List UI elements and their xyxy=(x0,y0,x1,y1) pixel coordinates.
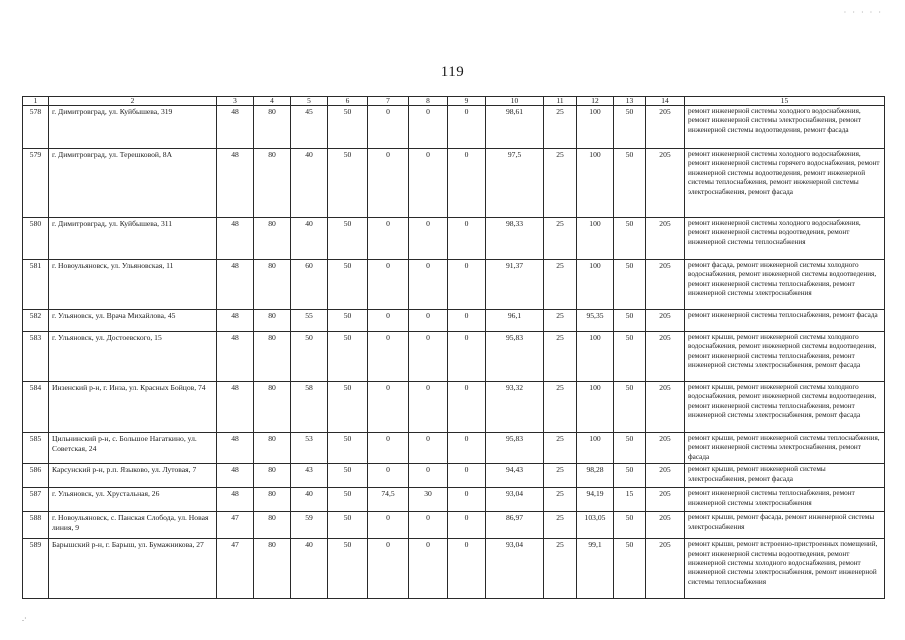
column-number-row xyxy=(23,97,885,106)
col-11: 25 xyxy=(544,106,577,149)
col-5: 40 xyxy=(291,149,328,218)
row-number: 587 xyxy=(23,488,49,512)
col-12: 98,28 xyxy=(577,464,614,488)
col-4: 80 xyxy=(254,464,291,488)
col-11: 25 xyxy=(544,149,577,218)
col-7: 0 xyxy=(368,464,409,488)
col-9: 0 xyxy=(448,218,486,260)
col-7: 0 xyxy=(368,332,409,382)
col-14: 205 xyxy=(646,149,685,218)
col-3: 47 xyxy=(217,512,254,539)
table-body xyxy=(23,106,885,599)
col-12: 100 xyxy=(577,218,614,260)
address: г. Димитровград, ул. Терешковой, 8А xyxy=(49,149,217,218)
col-8: 0 xyxy=(409,539,448,599)
row-number: 582 xyxy=(23,310,49,332)
table-row xyxy=(23,149,885,218)
table-row xyxy=(23,382,885,433)
col-6: 50 xyxy=(328,332,368,382)
col-14: 205 xyxy=(646,488,685,512)
work-list: ремонт инженерной системы холодного водоснабжения, ремонт инженерной системы водоотведения, ремонт инженерной системы теплоснабжения xyxy=(685,218,885,260)
table-row xyxy=(23,106,885,149)
column-number-11: 11 xyxy=(544,97,577,106)
col-12: 100 xyxy=(577,149,614,218)
col-6: 50 xyxy=(328,310,368,332)
address: Инзенский р-н, г. Инза, ул. Красных Бойцов, 74 xyxy=(49,382,217,433)
row-number: 578 xyxy=(23,106,49,149)
row-number: 580 xyxy=(23,218,49,260)
col-14: 205 xyxy=(646,539,685,599)
col-4: 80 xyxy=(254,149,291,218)
col-4: 80 xyxy=(254,310,291,332)
col-7: 0 xyxy=(368,149,409,218)
col-14: 205 xyxy=(646,332,685,382)
column-number-3: 3 xyxy=(217,97,254,106)
scan-dots: · · · · · xyxy=(843,8,883,17)
col-7: 0 xyxy=(368,539,409,599)
col-4: 80 xyxy=(254,433,291,464)
col-5: 40 xyxy=(291,539,328,599)
col-9: 0 xyxy=(448,310,486,332)
register-table xyxy=(22,96,885,599)
column-number-5: 5 xyxy=(291,97,328,106)
col-8: 0 xyxy=(409,512,448,539)
row-number: 586 xyxy=(23,464,49,488)
work-list: ремонт крыши, ремонт инженерной системы холодного водоснабжения, ремонт инженерной системы водоотведения, ремонт инженерной системы теплоснабжения, ремонт инженерной системы электроснабжения, ремонт фасада xyxy=(685,382,885,433)
col-7: 0 xyxy=(368,433,409,464)
table-row xyxy=(23,464,885,488)
address: г. Новоульяновск, ул. Ульяновская, 11 xyxy=(49,260,217,310)
col-4: 80 xyxy=(254,512,291,539)
col-8: 0 xyxy=(409,464,448,488)
col-12: 100 xyxy=(577,332,614,382)
col-7: 0 xyxy=(368,218,409,260)
work-list: ремонт инженерной системы теплоснабжения, ремонт фасада xyxy=(685,310,885,332)
col-12: 100 xyxy=(577,433,614,464)
col-10: 95,83 xyxy=(486,332,544,382)
col-3: 48 xyxy=(217,310,254,332)
row-number: 585 xyxy=(23,433,49,464)
col-9: 0 xyxy=(448,382,486,433)
col-10: 97,5 xyxy=(486,149,544,218)
col-12: 100 xyxy=(577,260,614,310)
col-7: 0 xyxy=(368,106,409,149)
row-number: 581 xyxy=(23,260,49,310)
table-row xyxy=(23,218,885,260)
col-14: 205 xyxy=(646,260,685,310)
work-list: ремонт фасада, ремонт инженерной системы холодного водоснабжения, ремонт инженерной системы водоотведения, ремонт инженерной системы теплоснабжения, ремонт инженерной системы электроснабжения xyxy=(685,260,885,310)
col-13: 50 xyxy=(614,310,646,332)
address: г. Ульяновск, ул. Хрустальная, 26 xyxy=(49,488,217,512)
col-10: 94,43 xyxy=(486,464,544,488)
col-5: 55 xyxy=(291,310,328,332)
table-row xyxy=(23,332,885,382)
col-4: 80 xyxy=(254,260,291,310)
col-13: 50 xyxy=(614,382,646,433)
work-list: ремонт крыши, ремонт инженерной системы электроснабжения, ремонт фасада xyxy=(685,464,885,488)
work-list: ремонт крыши, ремонт фасада, ремонт инженерной системы электроснабжения xyxy=(685,512,885,539)
row-number: 584 xyxy=(23,382,49,433)
col-9: 0 xyxy=(448,464,486,488)
row-number: 588 xyxy=(23,512,49,539)
address: г. Димитровград, ул. Куйбышева, 311 xyxy=(49,218,217,260)
col-13: 15 xyxy=(614,488,646,512)
col-10: 95,83 xyxy=(486,433,544,464)
col-7: 0 xyxy=(368,310,409,332)
col-13: 50 xyxy=(614,260,646,310)
col-11: 25 xyxy=(544,488,577,512)
col-8: 0 xyxy=(409,310,448,332)
col-11: 25 xyxy=(544,260,577,310)
address: г. Новоульяновск, с. Панская Слобода, ул. Новая линия, 9 xyxy=(49,512,217,539)
col-7: 74,5 xyxy=(368,488,409,512)
col-14: 205 xyxy=(646,382,685,433)
col-14: 205 xyxy=(646,464,685,488)
col-3: 48 xyxy=(217,218,254,260)
row-number: 583 xyxy=(23,332,49,382)
col-4: 80 xyxy=(254,332,291,382)
col-8: 0 xyxy=(409,260,448,310)
column-number-10: 10 xyxy=(486,97,544,106)
col-12: 95,35 xyxy=(577,310,614,332)
work-list: ремонт крыши, ремонт встроенно-пристроенных помещений, ремонт инженерной системы водоотведения, ремонт инженерной системы холодного водоснабжения, ремонт инженерной системы электроснабжения, ремонт инженерной системы теплоснабжения xyxy=(685,539,885,599)
col-9: 0 xyxy=(448,106,486,149)
col-9: 0 xyxy=(448,539,486,599)
col-4: 80 xyxy=(254,106,291,149)
col-8: 30 xyxy=(409,488,448,512)
col-6: 50 xyxy=(328,512,368,539)
col-13: 50 xyxy=(614,149,646,218)
column-number-13: 13 xyxy=(614,97,646,106)
col-3: 48 xyxy=(217,106,254,149)
address: г. Ульяновск, ул. Достоевского, 15 xyxy=(49,332,217,382)
column-number-7: 7 xyxy=(368,97,409,106)
col-10: 98,33 xyxy=(486,218,544,260)
address: г. Ульяновск, ул. Врача Михайлова, 45 xyxy=(49,310,217,332)
col-3: 48 xyxy=(217,382,254,433)
col-12: 100 xyxy=(577,382,614,433)
col-10: 91,37 xyxy=(486,260,544,310)
address: Барышский р-н, г. Барыш, ул. Бумажникова, 27 xyxy=(49,539,217,599)
col-13: 50 xyxy=(614,332,646,382)
col-11: 25 xyxy=(544,382,577,433)
col-6: 50 xyxy=(328,539,368,599)
col-4: 80 xyxy=(254,218,291,260)
col-5: 58 xyxy=(291,382,328,433)
col-5: 43 xyxy=(291,464,328,488)
col-12: 94,19 xyxy=(577,488,614,512)
col-11: 25 xyxy=(544,218,577,260)
col-10: 98,61 xyxy=(486,106,544,149)
col-10: 96,1 xyxy=(486,310,544,332)
col-11: 25 xyxy=(544,310,577,332)
column-number-6: 6 xyxy=(328,97,368,106)
col-13: 50 xyxy=(614,433,646,464)
col-12: 103,05 xyxy=(577,512,614,539)
col-14: 205 xyxy=(646,218,685,260)
column-number-4: 4 xyxy=(254,97,291,106)
col-5: 40 xyxy=(291,488,328,512)
col-5: 50 xyxy=(291,332,328,382)
col-13: 50 xyxy=(614,539,646,599)
col-4: 80 xyxy=(254,539,291,599)
col-9: 0 xyxy=(448,149,486,218)
col-6: 50 xyxy=(328,433,368,464)
col-14: 205 xyxy=(646,512,685,539)
col-8: 0 xyxy=(409,106,448,149)
table-row xyxy=(23,260,885,310)
col-9: 0 xyxy=(448,488,486,512)
col-10: 93,04 xyxy=(486,488,544,512)
col-5: 60 xyxy=(291,260,328,310)
col-11: 25 xyxy=(544,332,577,382)
col-8: 0 xyxy=(409,332,448,382)
col-11: 25 xyxy=(544,433,577,464)
col-11: 25 xyxy=(544,539,577,599)
col-13: 50 xyxy=(614,512,646,539)
col-14: 205 xyxy=(646,310,685,332)
column-number-15: 15 xyxy=(685,97,885,106)
col-14: 205 xyxy=(646,433,685,464)
work-list: ремонт инженерной системы холодного водоснабжения, ремонт инженерной системы горячего водоснабжения, ремонт инженерной системы водоотведения, ремонт инженерной системы теплоснабжения, ремонт инженерной системы электроснабжения, ремонт фасада xyxy=(685,149,885,218)
row-number: 589 xyxy=(23,539,49,599)
col-10: 86,97 xyxy=(486,512,544,539)
col-3: 47 xyxy=(217,539,254,599)
column-number-14: 14 xyxy=(646,97,685,106)
address: Карсунский р-н, р.п. Языково, ул. Лутовая, 7 xyxy=(49,464,217,488)
address: г. Димитровград, ул. Куйбышева, 319 xyxy=(49,106,217,149)
col-5: 53 xyxy=(291,433,328,464)
col-7: 0 xyxy=(368,512,409,539)
work-list: ремонт крыши, ремонт инженерной системы холодного водоснабжения, ремонт инженерной системы водоотведения, ремонт инженерной системы теплоснабжения, ремонт инженерной системы электроснабжения, ремонт фасада xyxy=(685,332,885,382)
col-8: 0 xyxy=(409,218,448,260)
column-number-9: 9 xyxy=(448,97,486,106)
col-6: 50 xyxy=(328,488,368,512)
col-4: 80 xyxy=(254,488,291,512)
col-5: 40 xyxy=(291,218,328,260)
column-number-1: 1 xyxy=(23,97,49,106)
page-number: 119 xyxy=(440,64,465,80)
table-row xyxy=(23,512,885,539)
table-row xyxy=(23,488,885,512)
col-13: 50 xyxy=(614,106,646,149)
work-list: ремонт инженерной системы теплоснабжения, ремонт инженерной системы электроснабжения xyxy=(685,488,885,512)
col-7: 0 xyxy=(368,382,409,433)
table-row xyxy=(23,539,885,599)
col-8: 0 xyxy=(409,382,448,433)
col-7: 0 xyxy=(368,260,409,310)
col-9: 0 xyxy=(448,260,486,310)
col-12: 99,1 xyxy=(577,539,614,599)
col-6: 50 xyxy=(328,260,368,310)
col-11: 25 xyxy=(544,464,577,488)
col-6: 50 xyxy=(328,106,368,149)
column-number-8: 8 xyxy=(409,97,448,106)
col-13: 50 xyxy=(614,218,646,260)
col-10: 93,04 xyxy=(486,539,544,599)
col-3: 48 xyxy=(217,433,254,464)
col-3: 48 xyxy=(217,149,254,218)
col-3: 48 xyxy=(217,260,254,310)
col-4: 80 xyxy=(254,382,291,433)
col-5: 59 xyxy=(291,512,328,539)
col-9: 0 xyxy=(448,433,486,464)
row-number: 579 xyxy=(23,149,49,218)
col-10: 93,32 xyxy=(486,382,544,433)
col-6: 50 xyxy=(328,382,368,433)
table-row xyxy=(23,433,885,464)
work-list: ремонт крыши, ремонт инженерной системы теплоснабжения, ремонт инженерной системы электроснабжения, ремонт фасада xyxy=(685,433,885,464)
column-number-12: 12 xyxy=(577,97,614,106)
col-9: 0 xyxy=(448,332,486,382)
scan-mark: .· xyxy=(22,614,27,623)
col-8: 0 xyxy=(409,433,448,464)
col-5: 45 xyxy=(291,106,328,149)
table-row xyxy=(23,310,885,332)
col-3: 48 xyxy=(217,488,254,512)
col-3: 48 xyxy=(217,464,254,488)
col-6: 50 xyxy=(328,218,368,260)
work-list: ремонт инженерной системы холодного водоснабжения, ремонт инженерной системы электроснабжения, ремонт инженерной системы водоотведения, ремонт фасада xyxy=(685,106,885,149)
col-12: 100 xyxy=(577,106,614,149)
col-13: 50 xyxy=(614,464,646,488)
col-3: 48 xyxy=(217,332,254,382)
col-8: 0 xyxy=(409,149,448,218)
col-11: 25 xyxy=(544,512,577,539)
col-6: 50 xyxy=(328,464,368,488)
column-number-2: 2 xyxy=(49,97,217,106)
address: Цильнинский р-н, с. Большое Нагаткино, ул. Советская, 24 xyxy=(49,433,217,464)
col-14: 205 xyxy=(646,106,685,149)
col-9: 0 xyxy=(448,512,486,539)
col-6: 50 xyxy=(328,149,368,218)
